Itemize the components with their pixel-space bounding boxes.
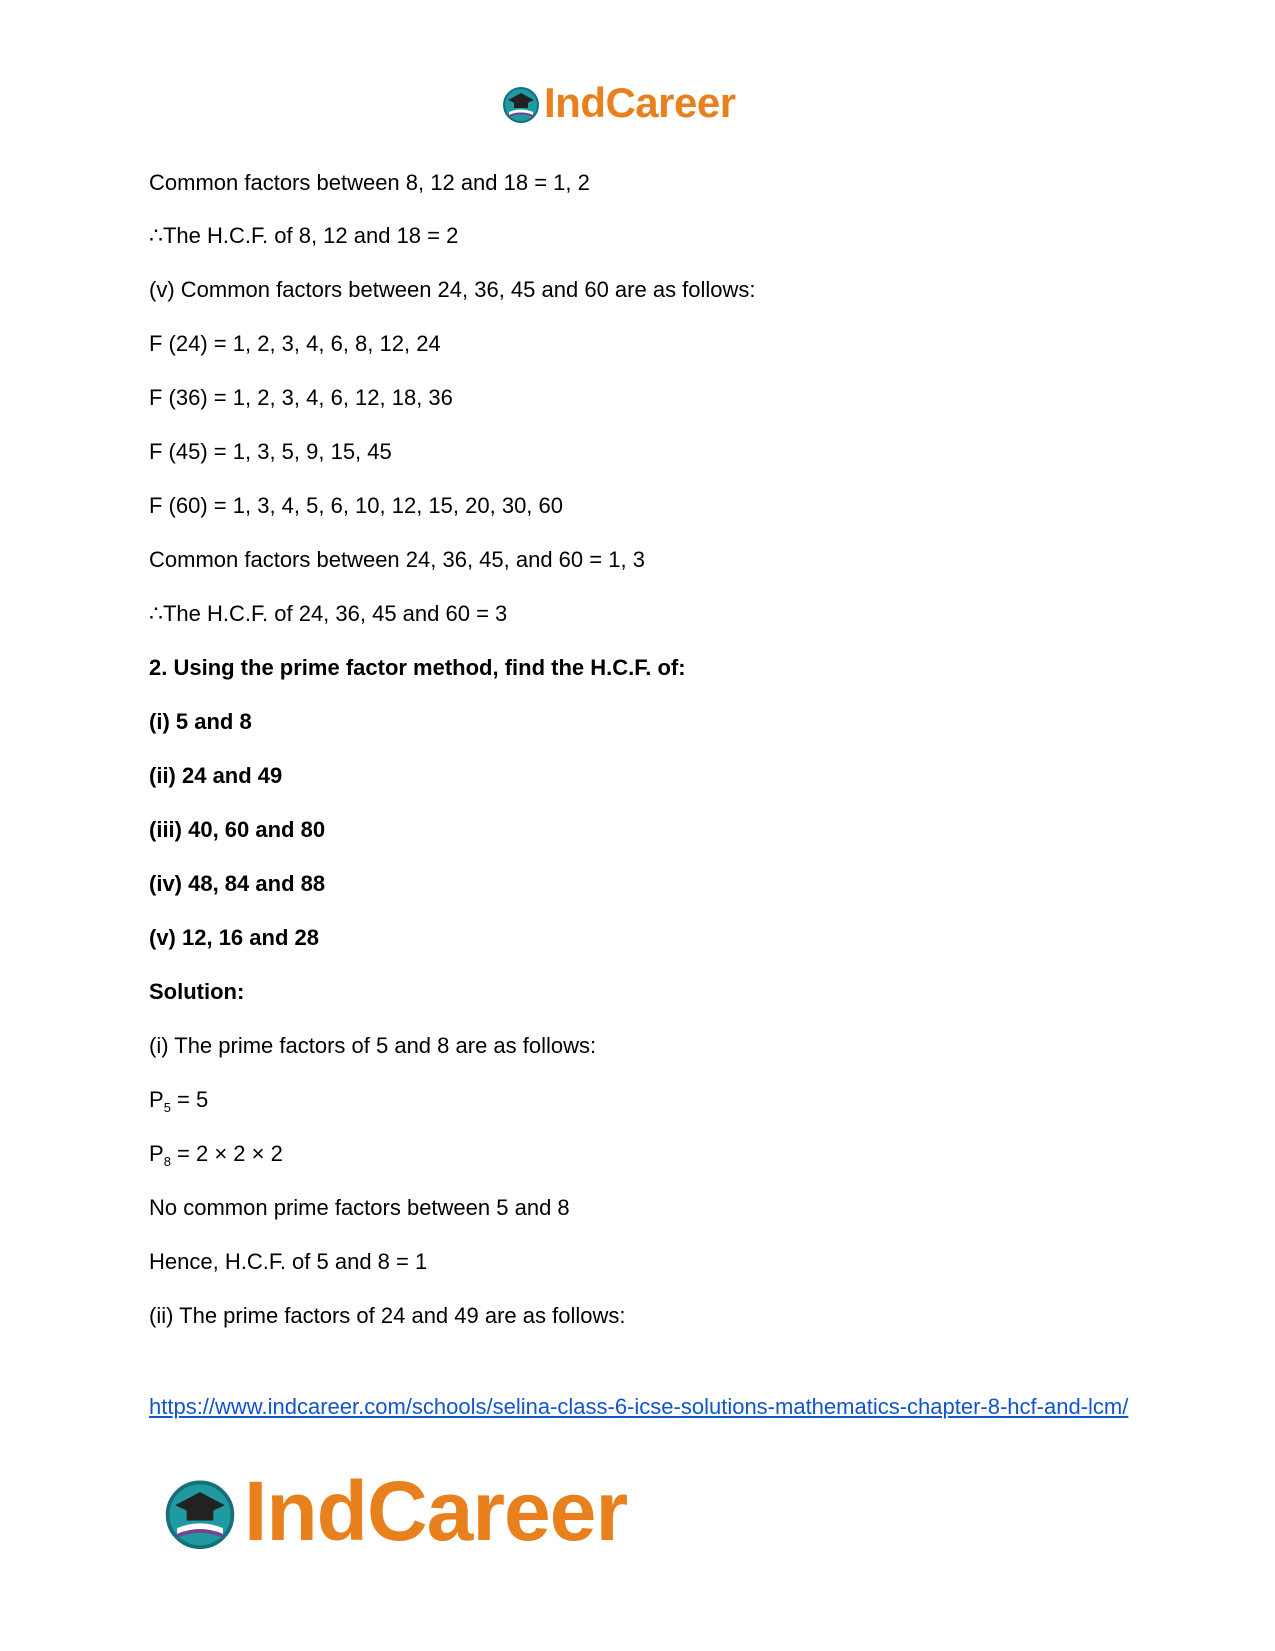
header-logo	[500, 78, 736, 128]
text-line: Common factors between 8, 12 and 18 = 1, 2	[149, 170, 590, 195]
source-link[interactable]: https://www.indcareer.com/schools/selina-class-6-icse-solutions-mathematics-chapter-8-hcf-and-lcm/	[149, 1394, 1129, 1419]
p-symbol: P	[149, 1087, 164, 1112]
p-symbol: P	[149, 1141, 164, 1166]
text-line: ∴The H.C.F. of 24, 36, 45 and 60 = 3	[149, 601, 508, 626]
text-line: (ii) The prime factors of 24 and 49 are as follows:	[149, 1303, 626, 1328]
text-line: No common prime factors between 5 and 8	[149, 1195, 570, 1220]
brand-name: IndCareer	[544, 79, 736, 126]
solution-heading: Solution:	[149, 979, 245, 1004]
question-heading: 2. Using the prime factor method, find the H.C.F. of:	[149, 655, 686, 680]
text-line: (i) The prime factors of 5 and 8 are as follows:	[149, 1033, 597, 1058]
question-item: (iv) 48, 84 and 88	[149, 871, 326, 896]
text-line: F (60) = 1, 3, 4, 5, 6, 10, 12, 15, 20, 30, 60	[149, 493, 563, 518]
p-value: = 5	[170, 1087, 209, 1112]
globe-cap-icon	[500, 82, 542, 124]
prime-factor-p5	[149, 1087, 208, 1121]
text-line: (v) Common factors between 24, 36, 45 and 60 are as follows:	[149, 277, 756, 302]
question-item: (i) 5 and 8	[149, 709, 252, 734]
prime-factor-p8	[149, 1141, 283, 1175]
question-item: (ii) 24 and 49	[149, 763, 283, 788]
globe-cap-icon	[160, 1471, 240, 1551]
footer-logo	[160, 1466, 627, 1556]
question-item: (iii) 40, 60 and 80	[149, 817, 326, 842]
brand-name: IndCareer	[244, 1464, 628, 1558]
p-subscript: 5	[163, 1100, 171, 1115]
text-line: Common factors between 24, 36, 45, and 60 = 1, 3	[149, 547, 645, 572]
text-line: F (36) = 1, 2, 3, 4, 6, 12, 18, 36	[149, 385, 453, 410]
p-value: = 2 × 2 × 2	[170, 1141, 283, 1166]
text-line: Hence, H.C.F. of 5 and 8 = 1	[149, 1249, 428, 1274]
text-line: F (24) = 1, 2, 3, 4, 6, 8, 12, 24	[149, 331, 441, 356]
p-subscript: 8	[163, 1154, 171, 1169]
text-line: ∴The H.C.F. of 8, 12 and 18 = 2	[149, 223, 459, 248]
question-item: (v) 12, 16 and 28	[149, 925, 319, 950]
text-line: F (45) = 1, 3, 5, 9, 15, 45	[149, 439, 392, 464]
